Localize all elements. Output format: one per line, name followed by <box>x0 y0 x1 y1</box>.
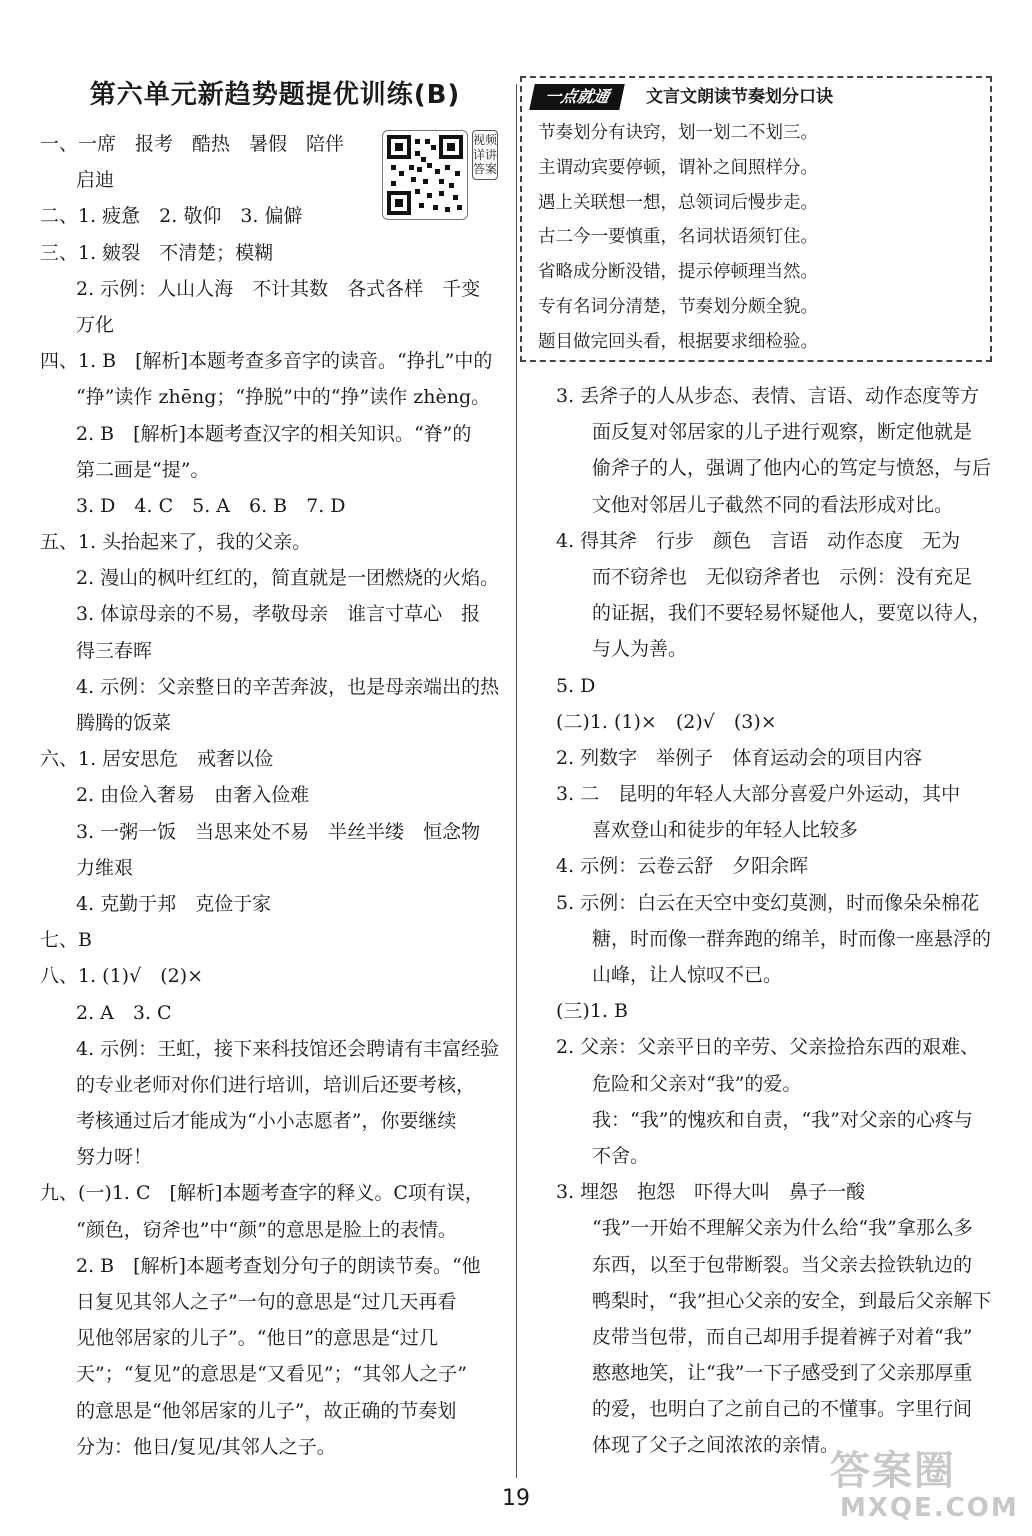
answer-line: 3. 体谅母亲的不易，孝敬母亲 谁言寸草心 报 <box>76 603 481 626</box>
answer-line: 3. 一粥一饭 当思来处不易 半丝半缕 恒念物 <box>76 820 481 843</box>
tip-box-title: 文言文朗读节奏划分口诀 <box>646 87 833 107</box>
answer-line: 2. 父亲：父亲平日的辛劳、父亲捡拾东西的艰难、 <box>556 1036 980 1059</box>
answer-line: 考核通过后才能成为“小小志愿者”，你要继续 <box>76 1110 457 1133</box>
answer-line: 日复见其邻人之子”一句的意思是“过几天再看 <box>76 1291 457 1313</box>
tip-box <box>520 76 992 362</box>
answer-line: 而不窃斧也 无似窃斧者也 示例：没有充足 <box>592 565 973 588</box>
answer-line: 2. 列数字 举例子 体育运动会的项目内容 <box>556 746 923 769</box>
right-column <box>556 378 996 1464</box>
qr-video-label: 视频详讲答案 <box>472 130 498 180</box>
answer-line: 4. 示例：父亲整日的辛苦奔波，也是母亲端出的热 <box>76 675 500 698</box>
answer-line: 糖，时而像一群奔跑的绵羊，时而像一座悬浮的 <box>592 927 992 950</box>
answer-line: 3. 二 昆明的年轻人大部分喜爱户外运动，其中 <box>556 783 961 806</box>
answer-line: 见他邻居家的儿子”。“他日”的意思是“过几 <box>76 1327 438 1350</box>
answer-line: “我”一开始不理解父亲为什么给“我”拿那么多 <box>592 1217 973 1240</box>
answer-line: 力维艰 <box>76 856 134 879</box>
answer-line: 分为：他日/复见/其邻人之子。 <box>76 1435 336 1458</box>
page-number: 19 <box>502 1486 530 1511</box>
answer-line: 鸭梨时，“我”担心父亲的安全，到最后父亲解下 <box>592 1289 992 1312</box>
answer-line: (三)1. B <box>556 1000 628 1023</box>
answer-line: 天”；“复见”的意思是“又看见”；“其邻人之子” <box>76 1363 467 1386</box>
answer-line: “颜色，窃斧也”中“颜”的意思是脸上的表情。 <box>76 1218 457 1241</box>
left-column <box>40 126 502 1465</box>
answer-line: 万化 <box>76 313 115 336</box>
answer-line: 九、(一)1. C [解析]本题考查字的释义。C项有误， <box>40 1182 484 1205</box>
answer-line: 4. 克勤于邦 克俭于家 <box>76 892 272 915</box>
answer-line: 5. 示例：白云在天空中变幻莫测，时而像朵朵棉花 <box>556 891 980 914</box>
answer-line: 3. 丢斧子的人从步态、表情、言语、动作态度等方 <box>556 385 980 407</box>
answer-line: 5. D <box>556 674 596 697</box>
answer-line: 的证据，我们不要轻易怀疑他人，要宽以待人， <box>592 602 992 625</box>
answer-line: 二、1. 疲惫 2. 敬仰 3. 偏僻 <box>40 205 303 228</box>
answer-line: 憨憨地笑，让“我”一下子感受到了父亲那厚重 <box>592 1362 973 1385</box>
watermark-logo <box>830 1448 1020 1528</box>
mnemonic-line: 专有名词分清楚，节奏划分颇全貌。 <box>538 296 818 317</box>
answer-line: 与人为善。 <box>592 638 688 661</box>
answer-line: 启迪 <box>76 169 115 192</box>
mnemonic-line: 节奏划分有诀窍，划一划二不划三。 <box>538 123 818 143</box>
answer-line: 皮带当包带，而自己却用手提着裤子对着“我” <box>592 1325 973 1348</box>
page-title: 第六单元新趋势题提优训练(B) <box>89 80 461 110</box>
answer-line: 3. D 4. C 5. A 6. B 7. D <box>76 494 346 517</box>
answer-line: 2. B [解析]本题考查汉字的相关知识。“脊”的 <box>76 422 472 445</box>
answer-line: 三、1. 皴裂 不清楚；模糊 <box>40 241 274 264</box>
answer-line: 2. 由俭入奢易 由奢入俭难 <box>76 784 310 807</box>
answer-line: 一、一席 报考 酷热 暑假 陪伴 <box>40 133 345 155</box>
answer-line: “挣”读作 zhēng；“挣脱”中的“挣”读作 zhèng。 <box>76 386 491 409</box>
answer-line: 4. 示例：王虹，接下来科技馆还会聘请有丰富经验 <box>76 1037 500 1060</box>
answer-line: 危险和父亲对“我”的爱。 <box>592 1072 802 1095</box>
answer-line: 八、1. (1)√ (2)× <box>40 965 204 988</box>
watermark-domain: MXQE.COM <box>840 1493 1019 1523</box>
answer-line: 喜欢登山和徒步的年轻人比较多 <box>592 819 859 842</box>
mnemonic-line: 题目做完回头看，根据要求细检验。 <box>538 331 818 352</box>
answer-line: 七、B <box>40 929 92 952</box>
answer-line: (二)1. (1)× (2)√ (3)× <box>556 710 777 733</box>
mnemonic-line: 古二今一要慎重，名词状语须钉住。 <box>538 227 818 248</box>
answer-line: 体现了父子之间浓浓的亲情。 <box>592 1434 840 1457</box>
answer-line: 五、1. 头抬起来了，我的父亲。 <box>40 531 312 554</box>
mnemonic-line: 遇上关联想一想，总领词后慢步走。 <box>538 192 818 213</box>
answer-line: 得三春晖 <box>76 639 153 662</box>
answer-line: 偷斧子的人，强调了他内心的笃定与愤怒，与后 <box>592 457 992 480</box>
tip-box-tag: 一点就通 <box>529 84 625 110</box>
answer-line: 的爱，也明白了之前自己的不懂事。字里行间 <box>592 1398 973 1421</box>
answer-line: 第二画是“提”。 <box>76 458 210 481</box>
answer-line: 2. 漫山的枫叶红红的，简直就是一团燃烧的火焰。 <box>76 567 500 590</box>
mnemonic-line: 省略成分断没错，提示停顿理当然。 <box>538 262 818 283</box>
watermark-text: 答案圈 <box>830 1448 956 1494</box>
answer-line: 3. 埋怨 抱怨 吓得大叫 鼻子一酸 <box>556 1181 866 1204</box>
answer-line: 东西，以至于包带断裂。当父亲去捡铁轨边的 <box>592 1253 973 1276</box>
answer-line: 四、1. B [解析]本题考查多音字的读音。“挣扎”中的 <box>40 350 493 373</box>
answer-line: 腾腾的饭菜 <box>76 712 172 734</box>
answer-line: 4. 示例：云卷云舒 夕阳余晖 <box>556 855 809 878</box>
answer-line: 努力呀！ <box>76 1146 153 1169</box>
answer-line: 我：“我”的愧疚和自责，“我”对父亲的心疼与 <box>592 1108 973 1131</box>
answer-line: 山峰，让人惊叹不已。 <box>592 964 783 986</box>
tip-box-lines <box>538 116 978 360</box>
answer-line: 六、1. 居安思危 戒奢以俭 <box>40 748 274 771</box>
answer-line: 文他对邻居儿子截然不同的看法形成对比。 <box>592 493 954 516</box>
answer-line: 2. A 3. C <box>76 1001 172 1024</box>
answer-line: 2. 示例：人山人海 不计其数 各式各样 千变 <box>76 277 481 300</box>
answer-line: 2. B [解析]本题考查划分句子的朗读节奏。“他 <box>76 1254 481 1277</box>
answer-line: 的意思是“他邻居家的儿子”，故正确的节奏划 <box>76 1399 457 1422</box>
answer-line: 4. 得其斧 行步 颜色 言语 动作态度 无为 <box>556 529 961 552</box>
answer-line: 不舍。 <box>592 1144 650 1167</box>
answer-line: 的专业老师对你们进行培训，培训后还要考核， <box>76 1073 476 1096</box>
answer-line: 面反复对邻居家的儿子进行观察，断定他就是 <box>592 421 973 444</box>
column-divider <box>516 84 517 1478</box>
mnemonic-line: 主谓动宾要停顿，谓补之间照样分。 <box>538 157 818 178</box>
